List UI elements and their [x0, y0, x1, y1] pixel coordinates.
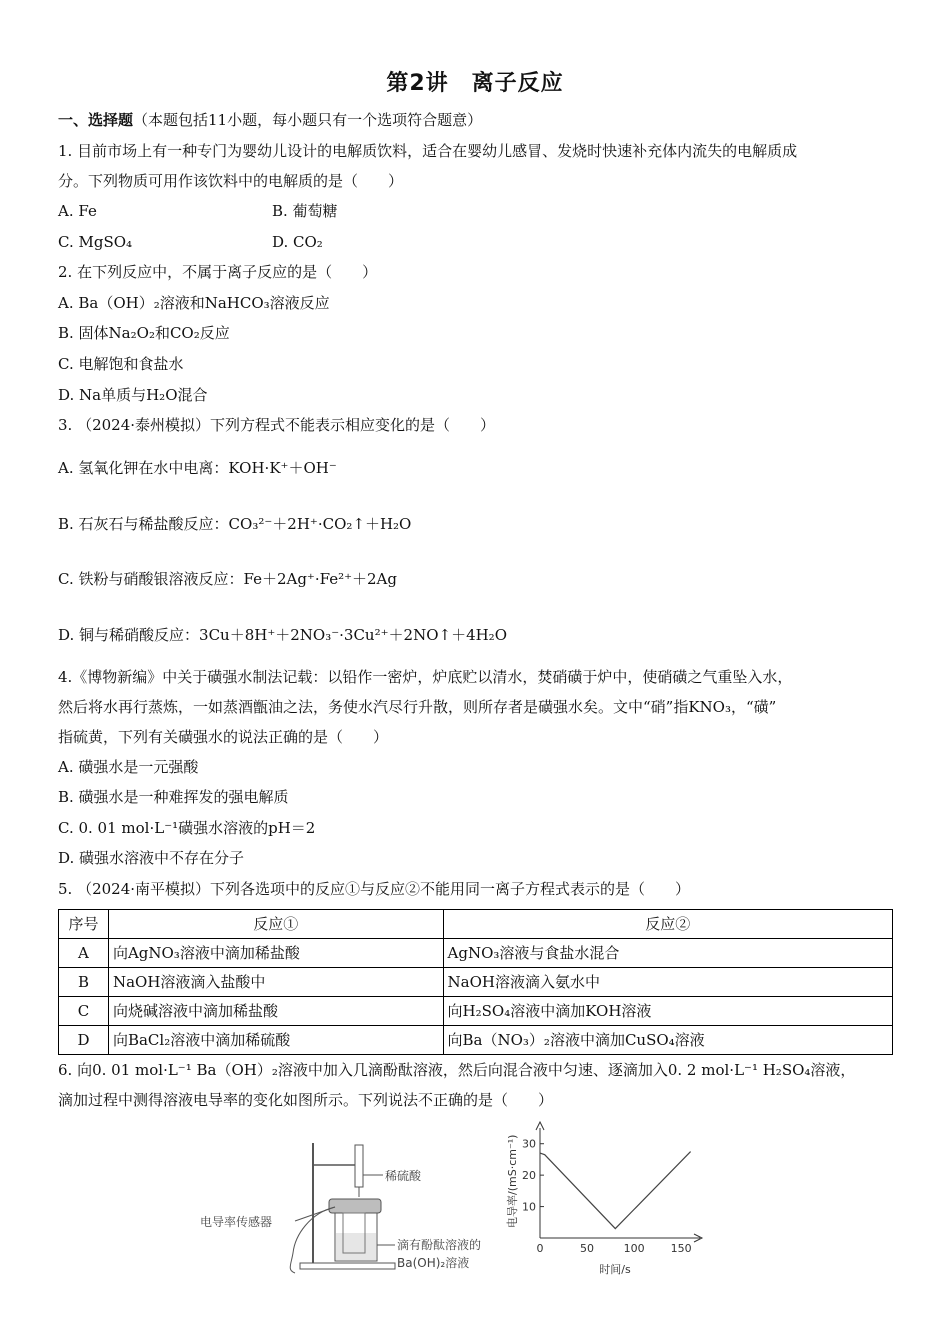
q4-stem-line1: 4.《博物新编》中关于磺强水制法记载：以铅作一密炉，炉底贮以清水，焚硝磺于炉中，使硝磺之气重坠入水， [58, 668, 793, 686]
q3-option-b: B. 石灰石与稀盐酸反应：CO₃²⁻＋2H⁺·CO₂↑＋H₂O [58, 515, 412, 533]
table-cell: 向AgNO₃溶液中滴加稀盐酸 [108, 939, 443, 968]
x-tick-label: 0 [536, 1242, 544, 1255]
table-row [59, 1026, 893, 1055]
table-cell: 向H₂SO₄溶液中滴加KOH溶液 [443, 997, 892, 1026]
label-solution-line1: 滴有酚酞溶液的 [397, 1238, 482, 1252]
q3-option-d: D. 铜与稀硝酸反应：3Cu＋8H⁺＋2NO₃⁻·3Cu²⁺＋2NO↑＋4H₂O [58, 626, 507, 644]
q2-option-c: C. 电解饱和食盐水 [58, 355, 184, 373]
q4-stem-line3: 指硫黄，下列有关磺强水的说法正确的是（ ） [58, 728, 389, 746]
q5-table [58, 909, 893, 1055]
table-cell: A [59, 939, 109, 968]
q5-stem: 5. （2024·南平模拟）下列各选项中的反应①与反应②不能用同一离子方程式表示的是（ ） [58, 880, 691, 898]
q4-option-b: B. 磺强水是一种难挥发的强电解质 [58, 788, 289, 806]
label-dilute-sulfuric-acid: 稀硫酸 [385, 1169, 422, 1183]
conductivity-apparatus [195, 1135, 482, 1280]
burette [355, 1145, 363, 1187]
q1-stem-line1: 1. 目前市场上有一种专门为婴幼儿设计的电解质饮料，适合在婴幼儿感冒、发烧时快速补充体内流失的电解质成 [58, 142, 798, 160]
q4-option-c: C. 0. 01 mol·L⁻¹磺强水溶液的pH＝2 [58, 819, 316, 837]
x-tick-label: 150 [670, 1242, 692, 1255]
y-tick-label: 10 [522, 1200, 536, 1214]
q1-option-b: B. 葡萄糖 [272, 202, 338, 220]
q1-option-d: D. CO₂ [272, 233, 323, 251]
y-tick-label: 20 [522, 1169, 536, 1183]
q1-stem-line2: 分。下列物质可用作该饮料中的电解质的是（ ） [58, 172, 404, 190]
section-header [58, 110, 482, 130]
section-note: （本题包括11小题，每小题只有一个选项符合题意） [133, 111, 483, 129]
q2-stem: 2. 在下列反应中，不属于离子反应的是（ ） [58, 263, 378, 281]
q3-option-a: A. 氢氧化钾在水中电离：KOH·K⁺＋OH⁻ [58, 459, 337, 477]
solution [336, 1233, 376, 1260]
q6-stem-line2: 滴加过程中测得溶液电导率的变化如图所示。下列说法不正确的是（ ） [58, 1091, 554, 1109]
y-tick-label: 30 [522, 1137, 536, 1151]
x-tick-label: 100 [623, 1242, 645, 1255]
y-axis-label: 电导率/(mS·cm⁻¹) [506, 1134, 519, 1228]
table-row [59, 968, 893, 997]
stand-base [300, 1263, 395, 1269]
conductivity-chart [500, 1118, 710, 1278]
section-title: 一、选择题 [58, 111, 134, 129]
table-cell: 向Ba（NO₃）₂溶液中滴加CuSO₄溶液 [443, 1026, 892, 1055]
conductivity-line [540, 1152, 691, 1229]
q2-option-d: D. Na单质与H₂O混合 [58, 386, 208, 404]
table-cell: 向烧碱溶液中滴加稀盐酸 [108, 997, 443, 1026]
x-axis-label: 时间/s [599, 1263, 631, 1276]
q4-stem-line2: 然后将水再行蒸炼，一如蒸酒甑油之法，务使水汽尽行升散，则所存者是磺强水矣。文中“硝”指KNO₃，“磺” [58, 698, 777, 716]
q3-option-c: C. 铁粉与硝酸银溶液反应：Fe＋2Ag⁺·Fe²⁺＋2Ag [58, 570, 397, 588]
q1-option-a: A. Fe [58, 202, 97, 220]
q4-option-d: D. 磺强水溶液中不存在分子 [58, 849, 245, 867]
q1-option-c: C. MgSO₄ [58, 233, 133, 251]
table-header-cell: 反应② [443, 910, 892, 939]
q6-stem-line1: 6. 向0. 01 mol·L⁻¹ Ba（OH）₂溶液中加入几滴酚酞溶液，然后向混合液中匀速、逐滴加入0. 2 mol·L⁻¹ H₂SO₄溶液， [58, 1061, 856, 1079]
q4-option-a: A. 磺强水是一元强酸 [58, 758, 199, 776]
table-header-cell: 序号 [59, 910, 109, 939]
table-cell: NaOH溶液滴入氨水中 [443, 968, 892, 997]
page-title: 第2讲 离子反应 [386, 71, 564, 96]
q3-stem: 3. （2024·泰州模拟）下列方程式不能表示相应变化的是（ ） [58, 416, 496, 434]
table-cell: AgNO₃溶液与食盐水混合 [443, 939, 892, 968]
table-header-cell: 反应① [108, 910, 443, 939]
q2-option-b: B. 固体Na₂O₂和CO₂反应 [58, 324, 230, 342]
q2-option-a: A. Ba（OH）₂溶液和NaHCO₃溶液反应 [58, 294, 330, 312]
table-cell: C [59, 997, 109, 1026]
table-row [59, 939, 893, 968]
label-solution-line2: Ba(OH)₂溶液 [397, 1256, 470, 1270]
label-conductivity-sensor: 电导率传感器 [200, 1215, 273, 1229]
table-cell: B [59, 968, 109, 997]
table-cell: 向BaCl₂溶液中滴加稀硫酸 [108, 1026, 443, 1055]
table-cell: NaOH溶液滴入盐酸中 [108, 968, 443, 997]
table-header-row [59, 910, 893, 939]
x-tick-label: 50 [580, 1242, 595, 1255]
table-cell: D [59, 1026, 109, 1055]
conductivity-sensor [329, 1199, 381, 1213]
table-row [59, 997, 893, 1026]
